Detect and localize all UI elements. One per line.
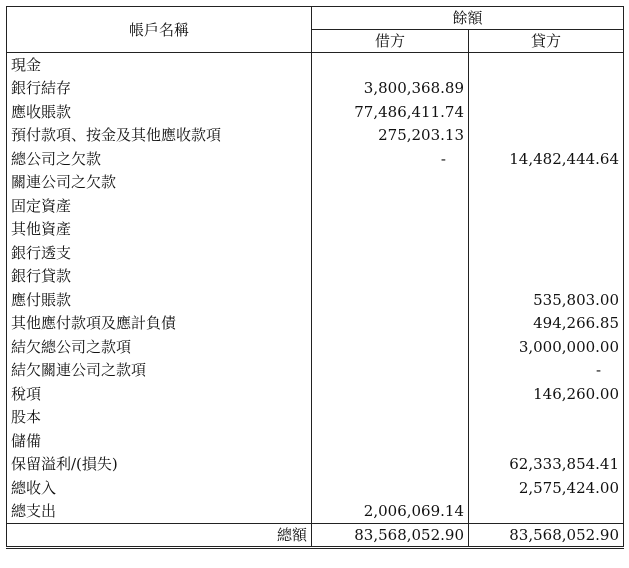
debit-cell	[312, 194, 469, 218]
credit-cell	[469, 100, 624, 124]
debit-cell	[312, 429, 469, 453]
credit-cell	[469, 53, 624, 77]
credit-cell	[469, 171, 624, 195]
debit-cell	[312, 406, 469, 430]
account-name-cell: 關連公司之欠款	[7, 171, 312, 195]
total-label: 總額	[7, 524, 312, 548]
table-row	[7, 453, 624, 477]
total-credit: 83,568,052.90	[469, 524, 624, 548]
account-name-cell: 銀行貸款	[7, 265, 312, 289]
account-name-cell: 銀行透支	[7, 241, 312, 265]
account-name-cell: 應收賬款	[7, 100, 312, 124]
table-row	[7, 171, 624, 195]
table-row	[7, 476, 624, 500]
account-name-cell: 其他資產	[7, 218, 312, 242]
table-row	[7, 265, 624, 289]
debit-cell: -	[312, 147, 469, 171]
account-name-cell: 現金	[7, 53, 312, 77]
credit-cell: 14,482,444.64	[469, 147, 624, 171]
debit-cell	[312, 476, 469, 500]
debit-cell: 3,800,368.89	[312, 77, 469, 101]
debit-cell	[312, 53, 469, 77]
debit-cell	[312, 288, 469, 312]
credit-cell	[469, 241, 624, 265]
debit-cell	[312, 241, 469, 265]
table-row	[7, 77, 624, 101]
debit-cell	[312, 382, 469, 406]
account-name-cell: 固定資產	[7, 194, 312, 218]
debit-cell	[312, 453, 469, 477]
debit-cell	[312, 312, 469, 336]
credit-cell	[469, 194, 624, 218]
credit-cell: 2,575,424.00	[469, 476, 624, 500]
table-row	[7, 53, 624, 77]
table-row	[7, 218, 624, 242]
debit-cell	[312, 265, 469, 289]
account-name-cell: 結欠關連公司之款項	[7, 359, 312, 383]
credit-cell	[469, 265, 624, 289]
table-row	[7, 100, 624, 124]
account-name-cell: 儲備	[7, 429, 312, 453]
table-row	[7, 124, 624, 148]
header-debit: 借方	[312, 30, 469, 53]
account-name-cell: 總支出	[7, 500, 312, 524]
table-row	[7, 406, 624, 430]
debit-cell	[312, 359, 469, 383]
credit-cell	[469, 77, 624, 101]
table-row	[7, 288, 624, 312]
total-debit: 83,568,052.90	[312, 524, 469, 548]
table-row	[7, 194, 624, 218]
account-name-cell: 應付賬款	[7, 288, 312, 312]
table-row	[7, 500, 624, 524]
account-name-cell: 預付款項、按金及其他應收款項	[7, 124, 312, 148]
credit-cell: -	[469, 359, 624, 383]
table-row	[7, 335, 624, 359]
credit-cell: 62,333,854.41	[469, 453, 624, 477]
credit-cell: 535,803.00	[469, 288, 624, 312]
table-row	[7, 147, 624, 171]
credit-cell: 494,266.85	[469, 312, 624, 336]
table-row	[7, 359, 624, 383]
credit-cell: 146,260.00	[469, 382, 624, 406]
debit-cell: 77,486,411.74	[312, 100, 469, 124]
account-name-cell: 保留溢利/(損失)	[7, 453, 312, 477]
debit-cell	[312, 335, 469, 359]
debit-cell	[312, 171, 469, 195]
account-name-cell: 股本	[7, 406, 312, 430]
header-balance: 餘額	[312, 7, 624, 30]
account-name-cell: 結欠總公司之款項	[7, 335, 312, 359]
table-row	[7, 429, 624, 453]
header-credit: 貸方	[469, 30, 624, 53]
total-row	[7, 524, 624, 548]
debit-cell: 2,006,069.14	[312, 500, 469, 524]
account-name-cell: 總公司之欠款	[7, 147, 312, 171]
credit-cell	[469, 500, 624, 524]
account-name-cell: 其他應付款項及應計負債	[7, 312, 312, 336]
credit-cell	[469, 429, 624, 453]
table-row	[7, 312, 624, 336]
credit-cell	[469, 406, 624, 430]
credit-cell	[469, 124, 624, 148]
table-row	[7, 382, 624, 406]
credit-cell: 3,000,000.00	[469, 335, 624, 359]
account-name-cell: 總收入	[7, 476, 312, 500]
header-row-1	[7, 7, 624, 30]
credit-cell	[469, 218, 624, 242]
debit-cell	[312, 218, 469, 242]
account-name-cell: 稅項	[7, 382, 312, 406]
debit-cell: 275,203.13	[312, 124, 469, 148]
header-account-name: 帳戶名稱	[7, 7, 312, 53]
trial-balance-table	[6, 6, 624, 549]
table-row	[7, 241, 624, 265]
account-name-cell: 銀行結存	[7, 77, 312, 101]
